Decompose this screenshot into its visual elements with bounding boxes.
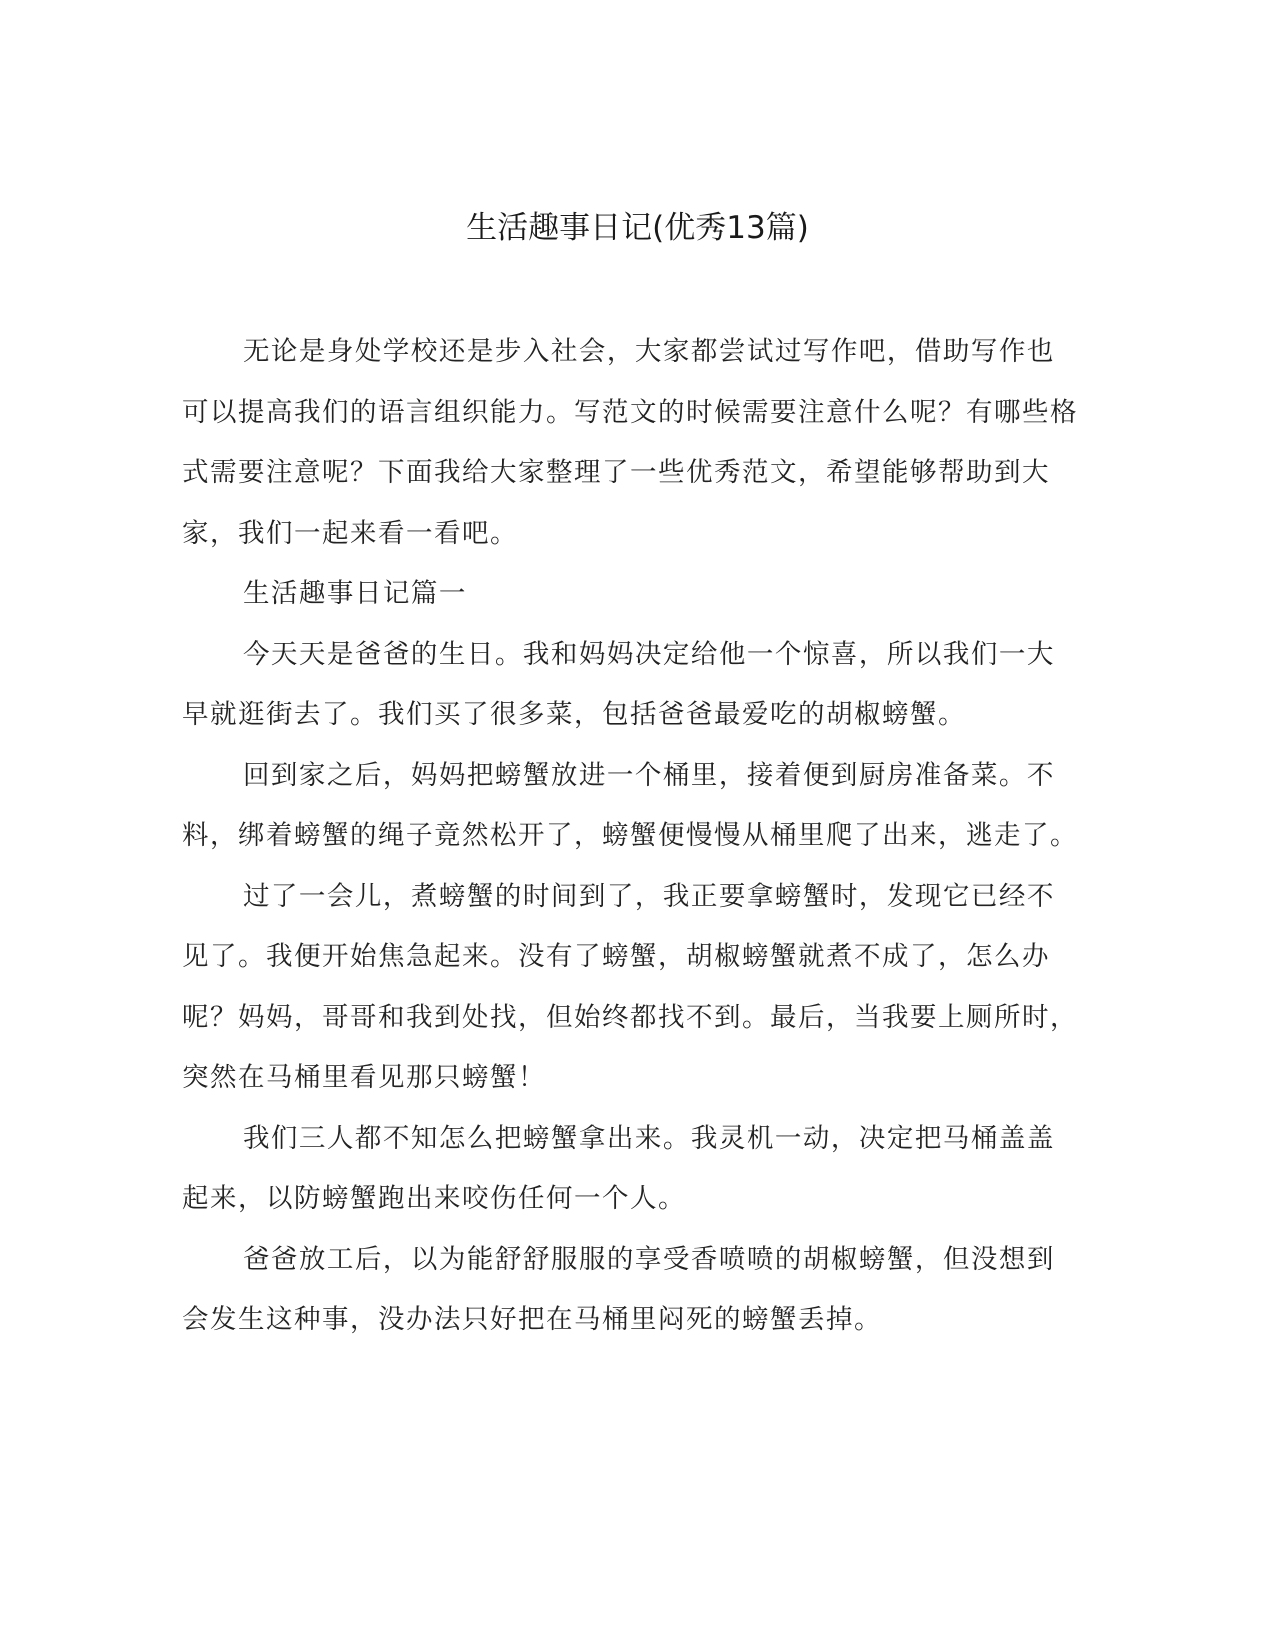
body-paragraph: 爸爸放工后，以为能舒舒服服的享受香喷喷的胡椒螃蟹，但没想到会发生这种事，没办法只好把在马桶里闷死的螃蟹丢掉。 [182,1243,1055,1335]
document-title: 生活趣事日记(优秀13篇) [466,210,809,246]
body-paragraph: 今天天是爸爸的生日。我和妈妈决定给他一个惊喜，所以我们一大早就逛街去了。我们买了很多菜，包括爸爸最爱吃的胡椒螃蟹。 [182,638,1055,730]
intro-paragraph: 无论是身处学校还是步入社会，大家都尝试过写作吧，借助写作也可以提高我们的语言组织能力。写范文的时候需要注意什么呢？有哪些格式需要注意呢？下面我给大家整理了一些优秀范文，希望能够帮助到大家，我们一起来看一看吧。 [182,336,1078,549]
section-heading: 生活趣事日记篇一 [242,578,467,609]
document-body [182,322,1082,1351]
body-paragraph: 回到家之后，妈妈把螃蟹放进一个桶里，接着便到厨房准备菜。不料，绑着螃蟹的绳子竟然松开了，螃蟹便慢慢从桶里爬了出来，逃走了。 [182,759,1078,851]
body-paragraph: 过了一会儿，煮螃蟹的时间到了，我正要拿螃蟹时，发现它已经不见了。我便开始焦急起来。没有了螃蟹，胡椒螃蟹就煮不成了，怎么办呢？妈妈，哥哥和我到处找，但始终都找不到。最后，当我要上厕所时，突然在马桶里看见那只螃蟹！ [182,880,1078,1093]
body-paragraph: 我们三人都不知怎么把螃蟹拿出来。我灵机一动，决定把马桶盖盖起来，以防螃蟹跑出来咬伤任何一个人。 [182,1122,1055,1214]
